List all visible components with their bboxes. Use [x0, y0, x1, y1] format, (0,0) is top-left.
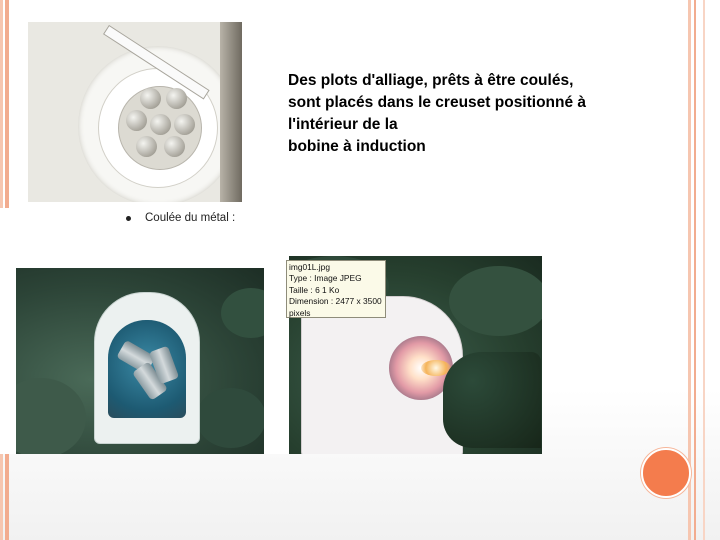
caption-line: sont placés dans le creuset positionné à: [288, 94, 587, 111]
bullet-icon: [126, 216, 131, 221]
photo-edge: [220, 22, 242, 202]
rock-shape: [16, 378, 86, 454]
alloy-pellet: [150, 114, 171, 135]
casting-photos-panel: [0, 208, 542, 454]
alloy-pellet: [166, 88, 187, 109]
rock-shape: [221, 288, 264, 338]
slide-caption: [288, 70, 658, 158]
tooltip-line: img01L.jpg: [289, 262, 330, 272]
alloy-pellet: [140, 88, 161, 109]
tooltip-line: pixels: [289, 307, 311, 318]
rock-shape: [196, 388, 264, 448]
rock-shape: [449, 266, 542, 336]
crucible-photo: [28, 22, 242, 202]
crucible-block-photo: [16, 268, 264, 454]
alloy-pellet: [164, 136, 185, 157]
bullet-label: Coulée du métal :: [145, 212, 236, 224]
alloy-pellet: [174, 114, 195, 135]
decorative-stripe: [694, 0, 696, 540]
caption-line: Des plots d'alliage, prêts à être coulés,: [288, 72, 574, 89]
tooltip-line: Taille : 6 1 Ko: [289, 284, 340, 295]
tooltip-line: Type : Image JPEG: [289, 273, 362, 284]
tooltip-line: Dimension : 2477 x 3500: [289, 296, 382, 307]
orange-circle-decoration: [641, 448, 691, 498]
alloy-pellet: [136, 136, 157, 157]
alloy-pellet: [126, 110, 147, 131]
decorative-stripe: [703, 0, 705, 540]
decorative-stripe: [688, 0, 691, 540]
file-info-tooltip: [286, 260, 386, 318]
bullet-item: [126, 212, 235, 224]
caption-line: bobine à induction: [288, 138, 426, 155]
caption-line: l'intérieur de la: [288, 116, 398, 133]
induction-coil: [443, 352, 541, 448]
